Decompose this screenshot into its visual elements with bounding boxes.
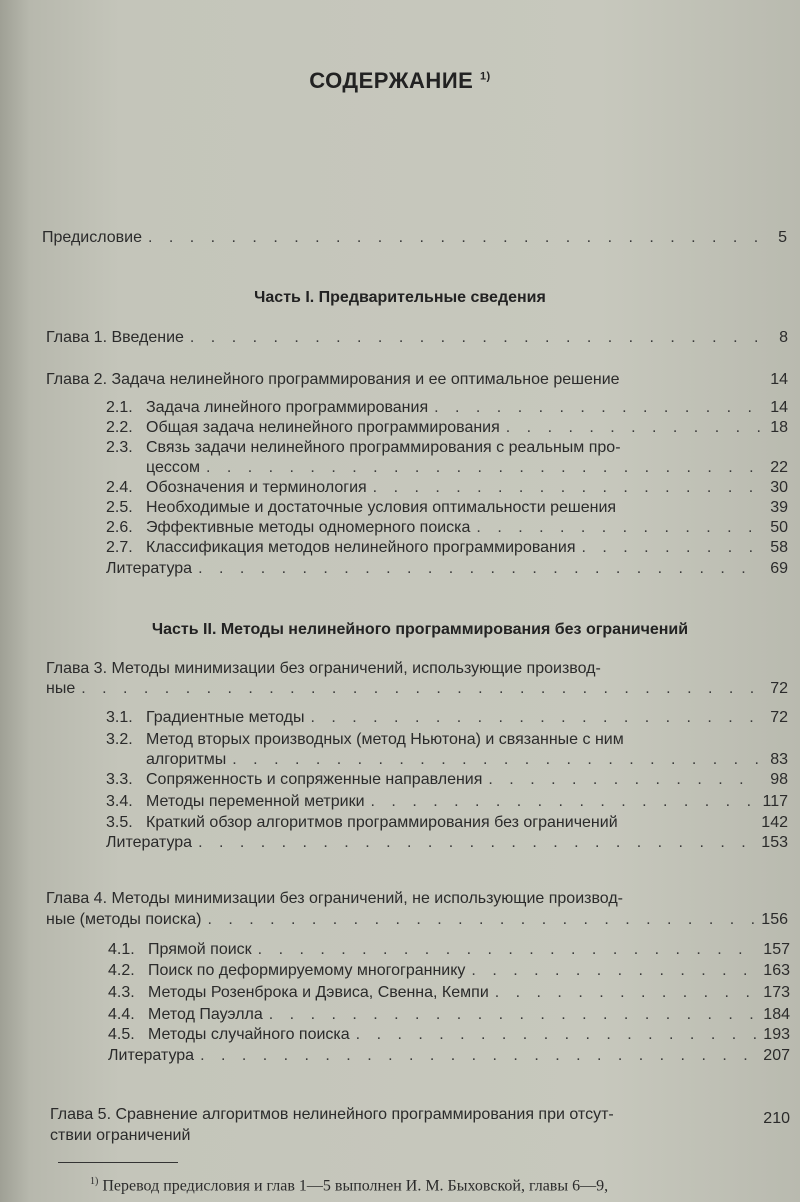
- toc-page-number: 14: [770, 371, 788, 388]
- leader-dots: [148, 228, 759, 248]
- part-heading-2: Часть II. Методы нелинейного программирования без ограничений: [151, 621, 689, 638]
- leader-dots: [207, 910, 755, 930]
- toc-entry-preface: [42, 228, 787, 248]
- section-number: 3.1.: [106, 709, 133, 726]
- toc-entry-chapter-2: [46, 370, 788, 390]
- toc-section-4-4: [108, 1005, 790, 1025]
- footnote-rule: [58, 1162, 178, 1163]
- toc-section-2-7: [106, 538, 788, 558]
- toc-entry-label: Глава 5. Сравнение алгоритмов нелинейного программирования при отсут-: [50, 1106, 614, 1123]
- toc-entry-label: Глава 1. Введение: [46, 329, 184, 346]
- toc-entry-label: Литература: [106, 560, 193, 577]
- toc-page-number: 173: [763, 984, 790, 1001]
- section-label: Обозначения и терминология: [146, 479, 367, 496]
- toc-entry-chapter-4-cont: [46, 910, 788, 930]
- section-label: Задача линейного программирования: [146, 399, 429, 416]
- toc-page-number: 210: [763, 1110, 790, 1127]
- toc-page-number: 153: [761, 834, 788, 851]
- page-title: СОДЕРЖАНИЕ $^{1)}$: [309, 68, 491, 93]
- toc-section-2-6: [106, 518, 788, 538]
- section-number: 4.1.: [108, 941, 135, 958]
- leader-dots: [506, 418, 760, 438]
- leader-dots: [258, 940, 758, 960]
- section-label: Методы Розенброка и Дэвиса, Свенна, Кемпи: [148, 984, 489, 1001]
- section-number: 4.2.: [108, 962, 135, 979]
- toc-page-number: 83: [770, 751, 788, 768]
- section-label-continued: цессом: [146, 459, 200, 476]
- toc-page-number: 58: [770, 539, 788, 556]
- toc-entry-chapter-3: [46, 659, 788, 679]
- toc-entry-label: Предисловие: [42, 229, 142, 246]
- section-number: 2.3.: [106, 439, 133, 456]
- section-label: Прямой поиск: [148, 941, 252, 958]
- leader-dots: [371, 792, 757, 812]
- toc-entry-label-continued: ные: [46, 680, 76, 697]
- toc-page-number: 193: [763, 1026, 790, 1043]
- toc-page-number: 72: [770, 680, 788, 697]
- leader-dots: [488, 770, 760, 790]
- toc-section-3-3: [106, 770, 788, 790]
- toc-literature-ch4: [108, 1046, 790, 1066]
- toc-section-2-3: [106, 438, 788, 458]
- section-number: 2.5.: [106, 499, 133, 516]
- section-label-continued: алгоритмы: [146, 751, 227, 768]
- toc-section-3-1: [106, 708, 788, 728]
- section-number: 3.2.: [106, 731, 133, 748]
- section-number: 3.4.: [106, 793, 133, 810]
- section-label: Методы случайного поиска: [148, 1026, 350, 1043]
- section-number: 3.3.: [106, 771, 133, 788]
- leader-dots: [582, 538, 761, 558]
- section-label: Эффективные методы одномерного поиска: [146, 519, 471, 536]
- toc-section-2-3-cont: [146, 458, 788, 478]
- leader-dots: [356, 1025, 758, 1045]
- leader-dots: [232, 750, 760, 770]
- section-number: 2.4.: [106, 479, 133, 496]
- section-label: Поиск по деформируемому многограннику: [148, 962, 466, 979]
- section-label: Метод вторых производных (метод Ньютона) и связанные с ним: [146, 731, 624, 748]
- toc-page-number: 30: [770, 479, 788, 496]
- section-number: 4.3.: [108, 984, 135, 1001]
- toc-section-3-5: [106, 813, 788, 833]
- toc-page-number: 98: [770, 771, 788, 788]
- leader-dots: [471, 961, 757, 981]
- toc-page-number: 157: [763, 941, 790, 958]
- leader-dots: [434, 398, 760, 418]
- toc-entry-chapter-5-cont: [50, 1126, 788, 1146]
- toc-page-number: 156: [761, 911, 788, 928]
- toc-section-4-1: [108, 940, 790, 960]
- leader-dots: [206, 458, 760, 478]
- leader-dots: [198, 559, 760, 579]
- toc-page-number: 18: [770, 419, 788, 436]
- section-number: 2.7.: [106, 539, 133, 556]
- section-label: Необходимые и достаточные условия оптимальности решения: [146, 499, 617, 516]
- toc-page-number: 163: [763, 962, 790, 979]
- part-heading-1: Часть I. Предварительные сведения: [254, 289, 546, 306]
- toc-page-number: 142: [761, 814, 788, 831]
- toc-section-4-3: [108, 983, 790, 1003]
- section-label: Общая задача нелинейного программирования: [146, 419, 500, 436]
- leader-dots: [200, 1046, 757, 1066]
- toc-entry-label: Глава 4. Методы минимизации без ограничений, не использующие производ-: [46, 890, 623, 907]
- footnote: [90, 1176, 608, 1195]
- section-label: Связь задачи нелинейного программирования с реальным про-: [146, 439, 621, 456]
- title-footnote-mark: 1): [479, 70, 491, 83]
- toc-page-number: 207: [763, 1047, 790, 1064]
- leader-dots: [495, 983, 758, 1003]
- toc-page-number: 117: [762, 793, 788, 810]
- section-number: 2.6.: [106, 519, 133, 536]
- toc-entry-chapter-1: [46, 328, 788, 348]
- footnote-text: Перевод предисловия и глав 1—5 выполнен И. М. Быховской, главы 6—9,: [102, 1177, 609, 1195]
- toc-entry-chapter-5: [50, 1105, 788, 1125]
- section-number: 4.5.: [108, 1026, 135, 1043]
- toc-page-number: 22: [770, 459, 788, 476]
- toc-entry-label-continued: ные (методы поиска): [46, 911, 202, 928]
- toc-page-number: 5: [778, 229, 787, 246]
- section-label: Краткий обзор алгоритмов программирования без ограничений: [146, 814, 618, 831]
- toc-section-4-5: [108, 1025, 790, 1045]
- toc-section-4-2: [108, 961, 790, 981]
- toc-section-2-4: [106, 478, 788, 498]
- toc-page-number: 184: [763, 1006, 790, 1023]
- toc-section-2-5: [106, 498, 788, 518]
- toc-entry-label-continued: ствии ограничений: [50, 1127, 191, 1144]
- section-number: 3.5.: [106, 814, 133, 831]
- toc-section-3-2: [106, 730, 788, 750]
- toc-page-number: 8: [779, 329, 788, 346]
- section-label: Методы переменной метрики: [146, 793, 365, 810]
- leader-dots: [81, 679, 760, 699]
- toc-entry-label: Глава 3. Методы минимизации без ограничений, использующие производ-: [46, 660, 601, 677]
- leader-dots: [373, 478, 760, 498]
- section-label: Классификация методов нелинейного программирования: [146, 539, 576, 556]
- toc-page-number: 14: [770, 399, 788, 416]
- section-label: Сопряженность и сопряженные направления: [146, 771, 483, 788]
- toc-page-number: 50: [770, 519, 788, 536]
- toc-entry-label: Литература: [108, 1047, 195, 1064]
- toc-section-2-2: [106, 418, 788, 438]
- section-label: Градиентные методы: [146, 709, 305, 726]
- section-number: 2.2.: [106, 419, 133, 436]
- section-number: 2.1.: [106, 399, 133, 416]
- toc-literature-ch3: [106, 833, 788, 853]
- section-label: Метод Пауэлла: [148, 1006, 263, 1023]
- toc-section-2-1: [106, 398, 788, 418]
- toc-section-3-4: [106, 792, 788, 812]
- toc-literature-ch2: [106, 559, 788, 579]
- toc-entry-chapter-3-cont: [46, 679, 788, 699]
- leader-dots: [476, 518, 760, 538]
- toc-entry-chapter-4: [46, 889, 788, 909]
- leader-dots: [310, 708, 760, 728]
- footnote-mark: 1): [90, 1176, 99, 1187]
- toc-page-number: 72: [770, 709, 788, 726]
- leader-dots: [269, 1005, 758, 1025]
- leader-dots: [190, 328, 760, 348]
- toc-page-number: 39: [770, 499, 788, 516]
- toc-section-3-2-cont: [146, 750, 788, 770]
- toc-page-number: 69: [770, 560, 788, 577]
- section-number: 4.4.: [108, 1006, 135, 1023]
- toc-entry-label: Глава 2. Задача нелинейного программирования и ее оптимальное решение: [46, 371, 620, 388]
- toc-entry-label: Литература: [106, 834, 193, 851]
- leader-dots: [198, 833, 755, 853]
